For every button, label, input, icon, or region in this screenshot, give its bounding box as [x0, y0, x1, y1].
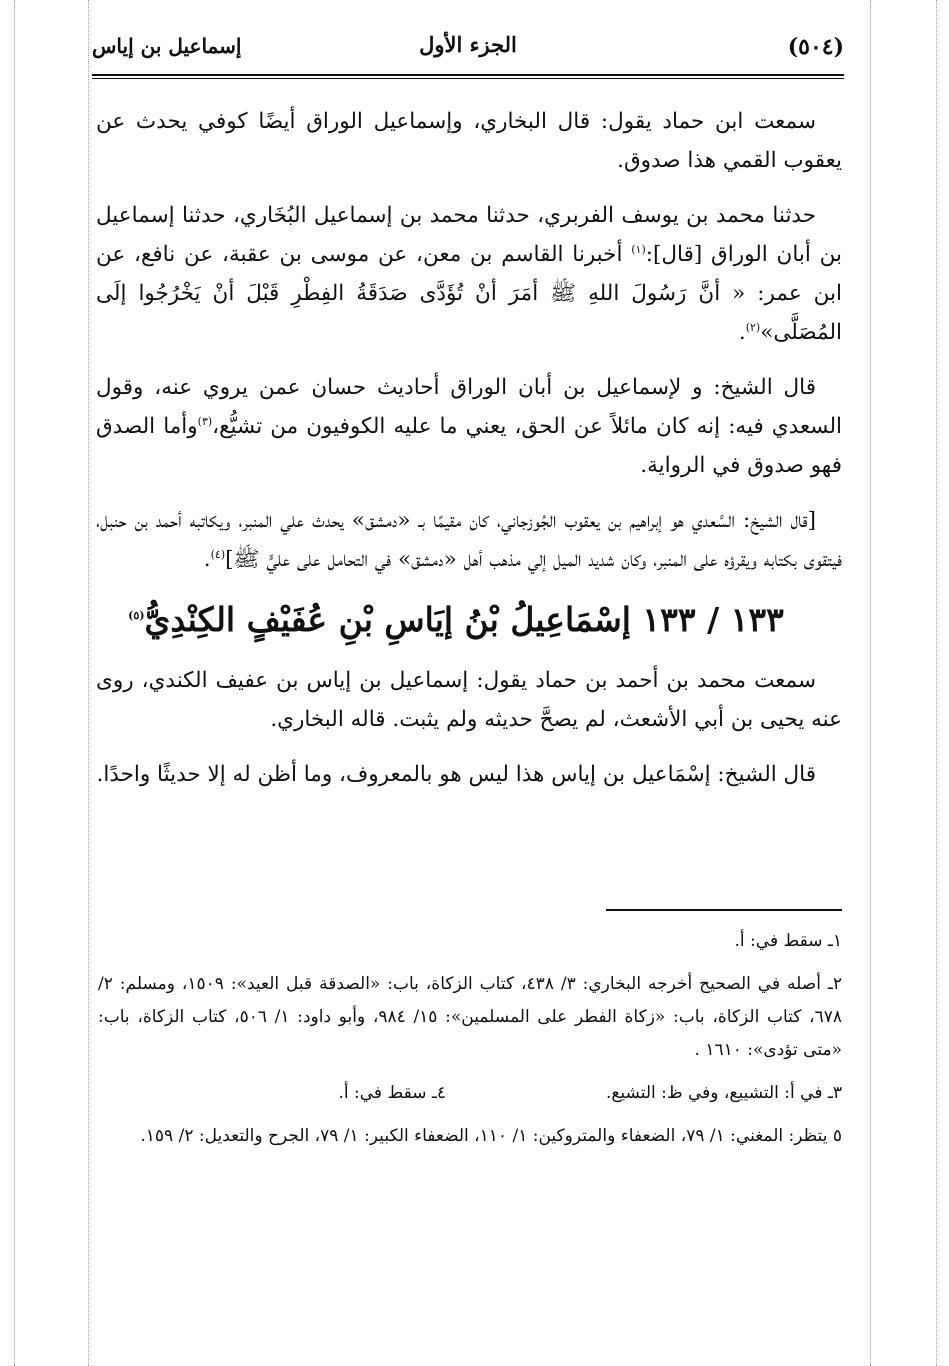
- paragraph-4: [96, 501, 842, 579]
- header-rule: [92, 74, 844, 76]
- entry-heading: [96, 595, 842, 645]
- running-header: [92, 32, 844, 68]
- paragraph-6: قال الشيخ: إسْمَاعيل بن إياس هذا ليس هو بالمعروف، وما أظن له إلا حديثًا واحدًا.: [96, 762, 816, 787]
- part-title: الجزء الأول: [419, 32, 517, 57]
- paragraph-4-part-a: [قال الشيخ: السَّعدي هو إبراهيم بن يعقوب الجُوزجاني، كان مقيمًا بـ «دمشق» يحدث علي المنبر، ويكاتبه أحمد بن حنبل، فيتقوى بكتابه ويقرؤه على المنبر، وكان شديد الميل إلي مذهب أهل «دمشق» في التحامل على عليٍّ ﷺ]: [96, 508, 842, 572]
- footnotes: [98, 925, 842, 1163]
- paragraph-2-end: .: [738, 320, 746, 345]
- paragraph-5: سمعت محمد بن أحمد بن حماد يقول: إسماعيل بن إياس بن عفيف الكندي، روى عنه يحيى بن أبي الأشعث، لم يصحَّ حديثه ولم يثبت. قاله البخاري.: [96, 668, 842, 732]
- footnote-2: ٢ـ أصله في الصحيح أخرجه البخاري: ٣/ ٤٣٨، كتاب الزكاة، باب: «الصدقة قبل العيد»: ١٥٠٩، ومسلم: ٢/ ٦٧٨، كتاب الزكاة، باب: «زكاة الفطر على المسلمين»: ١٥/ ٩٨٤، وأبو داود: ١/ ٥٠٦، كتاب الزكاة، باب: «متى تؤدى»: ١٦١٠ .: [98, 974, 842, 1060]
- paragraph-3: [96, 368, 842, 485]
- header-rule-thin: [92, 78, 844, 79]
- paragraph-3-part-b: وأما الصدق فهو صدوق في الرواية.: [96, 414, 842, 478]
- footnote-1: ١ـ سقط في: أ.: [734, 931, 842, 951]
- paragraph-2-part-a: حدثنا محمد بن يوسف الفربري، حدثنا محمد بن إسماعيل البُخَاري، حدثنا إسماعيل بن أبان الوراق [قال]:: [96, 203, 842, 267]
- scan-edge-left: [14, 0, 15, 1366]
- paragraph-3-part-a: قال الشيخ: و لإسماعيل بن أبان الوراق أحاديث حسان عمن يروي عنه، وقول السعدي فيه: إنه كان مائلاً عن الحق، يعني ما عليه الكوفيون من تشيُّع،: [96, 375, 842, 439]
- paragraph-4-end: .: [203, 547, 211, 572]
- footnote-4: ٤ـ سقط في: أ.: [338, 1083, 446, 1103]
- scan-edge-inner-left: [88, 0, 89, 1366]
- scan-edge-inner-right: [870, 0, 871, 1366]
- footnote-ref-1: (١): [631, 242, 646, 256]
- paragraph-2: [96, 196, 842, 352]
- footnote-ref-4: (٤): [210, 547, 226, 561]
- paragraph-1: سمعت ابن حماد يقول: قال البخاري، وإسماعيل الوراق أيضًا كوفي يحدث عن يعقوب القمي هذا صدوق.: [96, 109, 842, 173]
- footnote-5: ٥ يتظر: المغني: ١/ ٧٩، الضعفاء والمتروكين: ١/ ١١٠، الضعفاء الكبير: ١/ ٧٩، الجرح والتعديل: ٢/ ١٥٩.: [140, 1126, 842, 1146]
- paragraph-2-part-b: أخبرنا القاسم بن معن، عن موسى بن عقبة، عن نافع، عن ابن عمر: « أنَّ رَسُولَ اللهِ ﷺ أمَرَ أنْ تُؤَدَّى صَدَقَةُ الفِطْرِ قَبْلَ أنْ يَخْرُجُوا إلَى المُصَلَّى»: [96, 242, 842, 345]
- main-text: [96, 102, 842, 810]
- footnote-3: ٣ـ في أ: التشييع، وفي ظ: التشيع.: [605, 1083, 842, 1103]
- footnote-gap: [446, 1077, 606, 1110]
- scan-edge-right: [936, 0, 937, 1366]
- footnote-row-3-4: [98, 1077, 842, 1110]
- footnote-ref-3: (٣): [197, 414, 213, 428]
- footnote-ref-2: (٢): [745, 320, 761, 334]
- entry-heading-text: ١٣٣ / ١٣٣ إسْمَاعِيلُ بْنُ إيَاسِ بْنِ عُفَيْفٍ الكِنْدِيُّ: [144, 600, 784, 639]
- chapter-name: إسماعيل بن إياس: [92, 34, 242, 58]
- page-number: (٥٠٤): [787, 34, 844, 60]
- footnote-separator: [606, 909, 842, 911]
- footnote-ref-5: (٥): [128, 609, 145, 622]
